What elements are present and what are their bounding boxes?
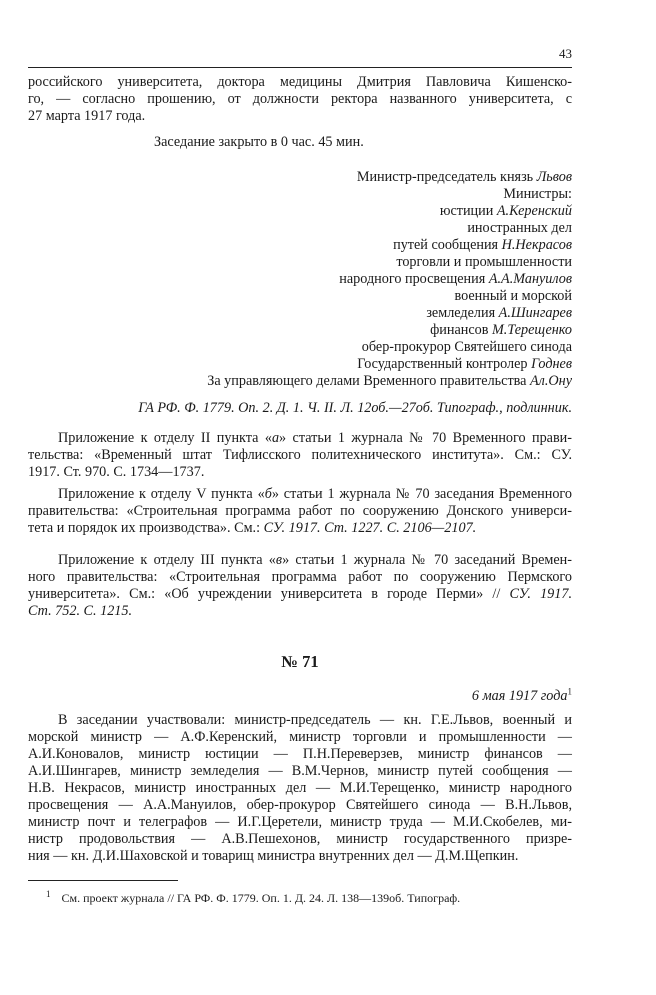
signatory-name: Львов — [536, 169, 572, 185]
page-number: 43 — [559, 46, 572, 61]
signature-line: За управляющего делами Временного правительства Ал.Ону — [207, 373, 572, 389]
text-line: го, — согласно прошению, от должности ректора названного университета, с — [28, 91, 572, 107]
document-number: № 71 — [281, 652, 319, 671]
footnote-rule — [28, 880, 178, 881]
text-line: университета». См.: «Об учреждении университета в городе Перми» // СУ. 1917. — [28, 586, 572, 602]
text-line: А.И.Коновалов, министр юстиции — П.Н.Переверзев, министр финансов — — [28, 746, 572, 762]
text-line: В заседании участвовали: министр-председатель — кн. Г.Е.Львов, военный и — [58, 712, 572, 728]
text-line: просвещения — А.А.Мануилов, обер-прокурор Святейшего синода — В.Н.Львов, — [28, 797, 572, 813]
document-date — [28, 688, 572, 705]
appendix-3 — [28, 552, 572, 620]
attendees-paragraph — [28, 712, 572, 865]
signatory-name: М.Терещенко — [491, 322, 572, 338]
session-closed-note: Заседание закрыто в 0 час. 45 мин. — [154, 134, 364, 150]
appendix-1 — [28, 430, 572, 481]
text-line: правительства: «Строительная программа работ по сооружению Донского универси- — [28, 503, 572, 519]
header-rule — [28, 67, 572, 68]
text-line: А.И.Шингарев, министр земледелия — В.М.Чернов, министр путей сообщения — — [28, 763, 572, 779]
signature-line: путей сообщения Н.Некрасов — [393, 237, 572, 253]
text-line: морской министр — А.Ф.Керенский, министр торговли и промышленности — — [28, 729, 572, 745]
signatory-name: А.Шингарев — [498, 305, 572, 321]
text-line: тельства: «Временный штат Тифлисского политехнического института». См.: СУ. — [28, 447, 572, 463]
signature-line: торговли и промышленности — [396, 254, 572, 270]
signatory-name: А.А.Мануилов — [488, 271, 572, 287]
signature-line: Министры: — [503, 186, 572, 202]
signature-line: земледелия А.Шингарев — [426, 305, 572, 321]
text-line: 27 марта 1917 года. — [28, 108, 146, 124]
date-text: 6 мая 1917 года — [471, 688, 568, 704]
signatory-name: Н.Некрасов — [501, 237, 572, 253]
signature-line: финансов М.Терещенко — [430, 322, 572, 338]
signatory-name: А.Керенский — [496, 203, 572, 219]
text-line: тета и порядок их производства». См.: СУ. 1917. Ст. 1227. С. 2106—2107. — [28, 520, 477, 536]
signatory-name: Ал.Ону — [530, 373, 572, 389]
signature-line: военный и морской — [454, 288, 572, 304]
text-line: Приложение к отделу III пункта «в» статьи 1 журнала № 70 заседаний Времен- — [58, 552, 572, 568]
archive-reference — [28, 400, 572, 417]
signature-line: юстиции А.Керенский — [439, 203, 572, 219]
text-line: Приложение к отделу V пункта «б» статьи 1 журнала № 70 заседания Временного — [58, 486, 572, 502]
text-line: ния — кн. Д.И.Шаховской и товарищ министра внутренних дел — Д.М.Щепкин. — [28, 848, 519, 864]
signature-line: иностранных дел — [467, 220, 572, 236]
signatures-block — [28, 169, 572, 390]
text-line: Ст. 752. С. 1215. — [28, 603, 133, 619]
signatory-name: Годнев — [531, 356, 572, 372]
text-line: Н.В. Некрасов, министр иностранных дел — М.И.Терещенко, министр народного — [28, 780, 572, 796]
signature-line: Государственный контролер Годнев — [357, 356, 572, 372]
opening-paragraph — [28, 74, 572, 125]
text-line: ного правительства: «Строительная программа работ по сооружению Пермского — [28, 569, 572, 585]
text-line: нистр продовольствия — А.В.Пешехонов, министр государственного призре- — [28, 831, 572, 847]
archive-reference-text: ГА РФ. Ф. 1779. Оп. 2. Д. 1. Ч. II. Л. 12об.—27об. Типограф., подлинник. — [138, 400, 572, 416]
document-page — [28, 0, 572, 995]
footnote-text: См. проект журнала // ГА РФ. Ф. 1779. Оп. 1. Д. 24. Л. 138—139об. Типограф. — [61, 891, 461, 905]
signature-line: обер-прокурор Святейшего синода — [361, 339, 572, 355]
text-line: Приложение к отделу II пункта «а» статьи 1 журнала № 70 Временного прави- — [58, 430, 572, 446]
appendix-2 — [28, 486, 572, 537]
text-line: 1917. Ст. 970. С. 1734—1737. — [28, 464, 205, 480]
footnote-number: 1 — [46, 889, 51, 899]
text-line: министр почт и телеграфов — И.Г.Церетели, министр труда — М.И.Скобелев, ми- — [28, 814, 572, 830]
footnote-marker: 1 — [567, 686, 572, 697]
text-line: российского университета, доктора медицины Дмитрия Павловича Кишенско- — [28, 74, 572, 90]
signature-line: Министр-председатель князь Львов — [356, 169, 572, 185]
signature-line: народного просвещения А.А.Мануилов — [339, 271, 572, 287]
footnote — [28, 890, 572, 907]
